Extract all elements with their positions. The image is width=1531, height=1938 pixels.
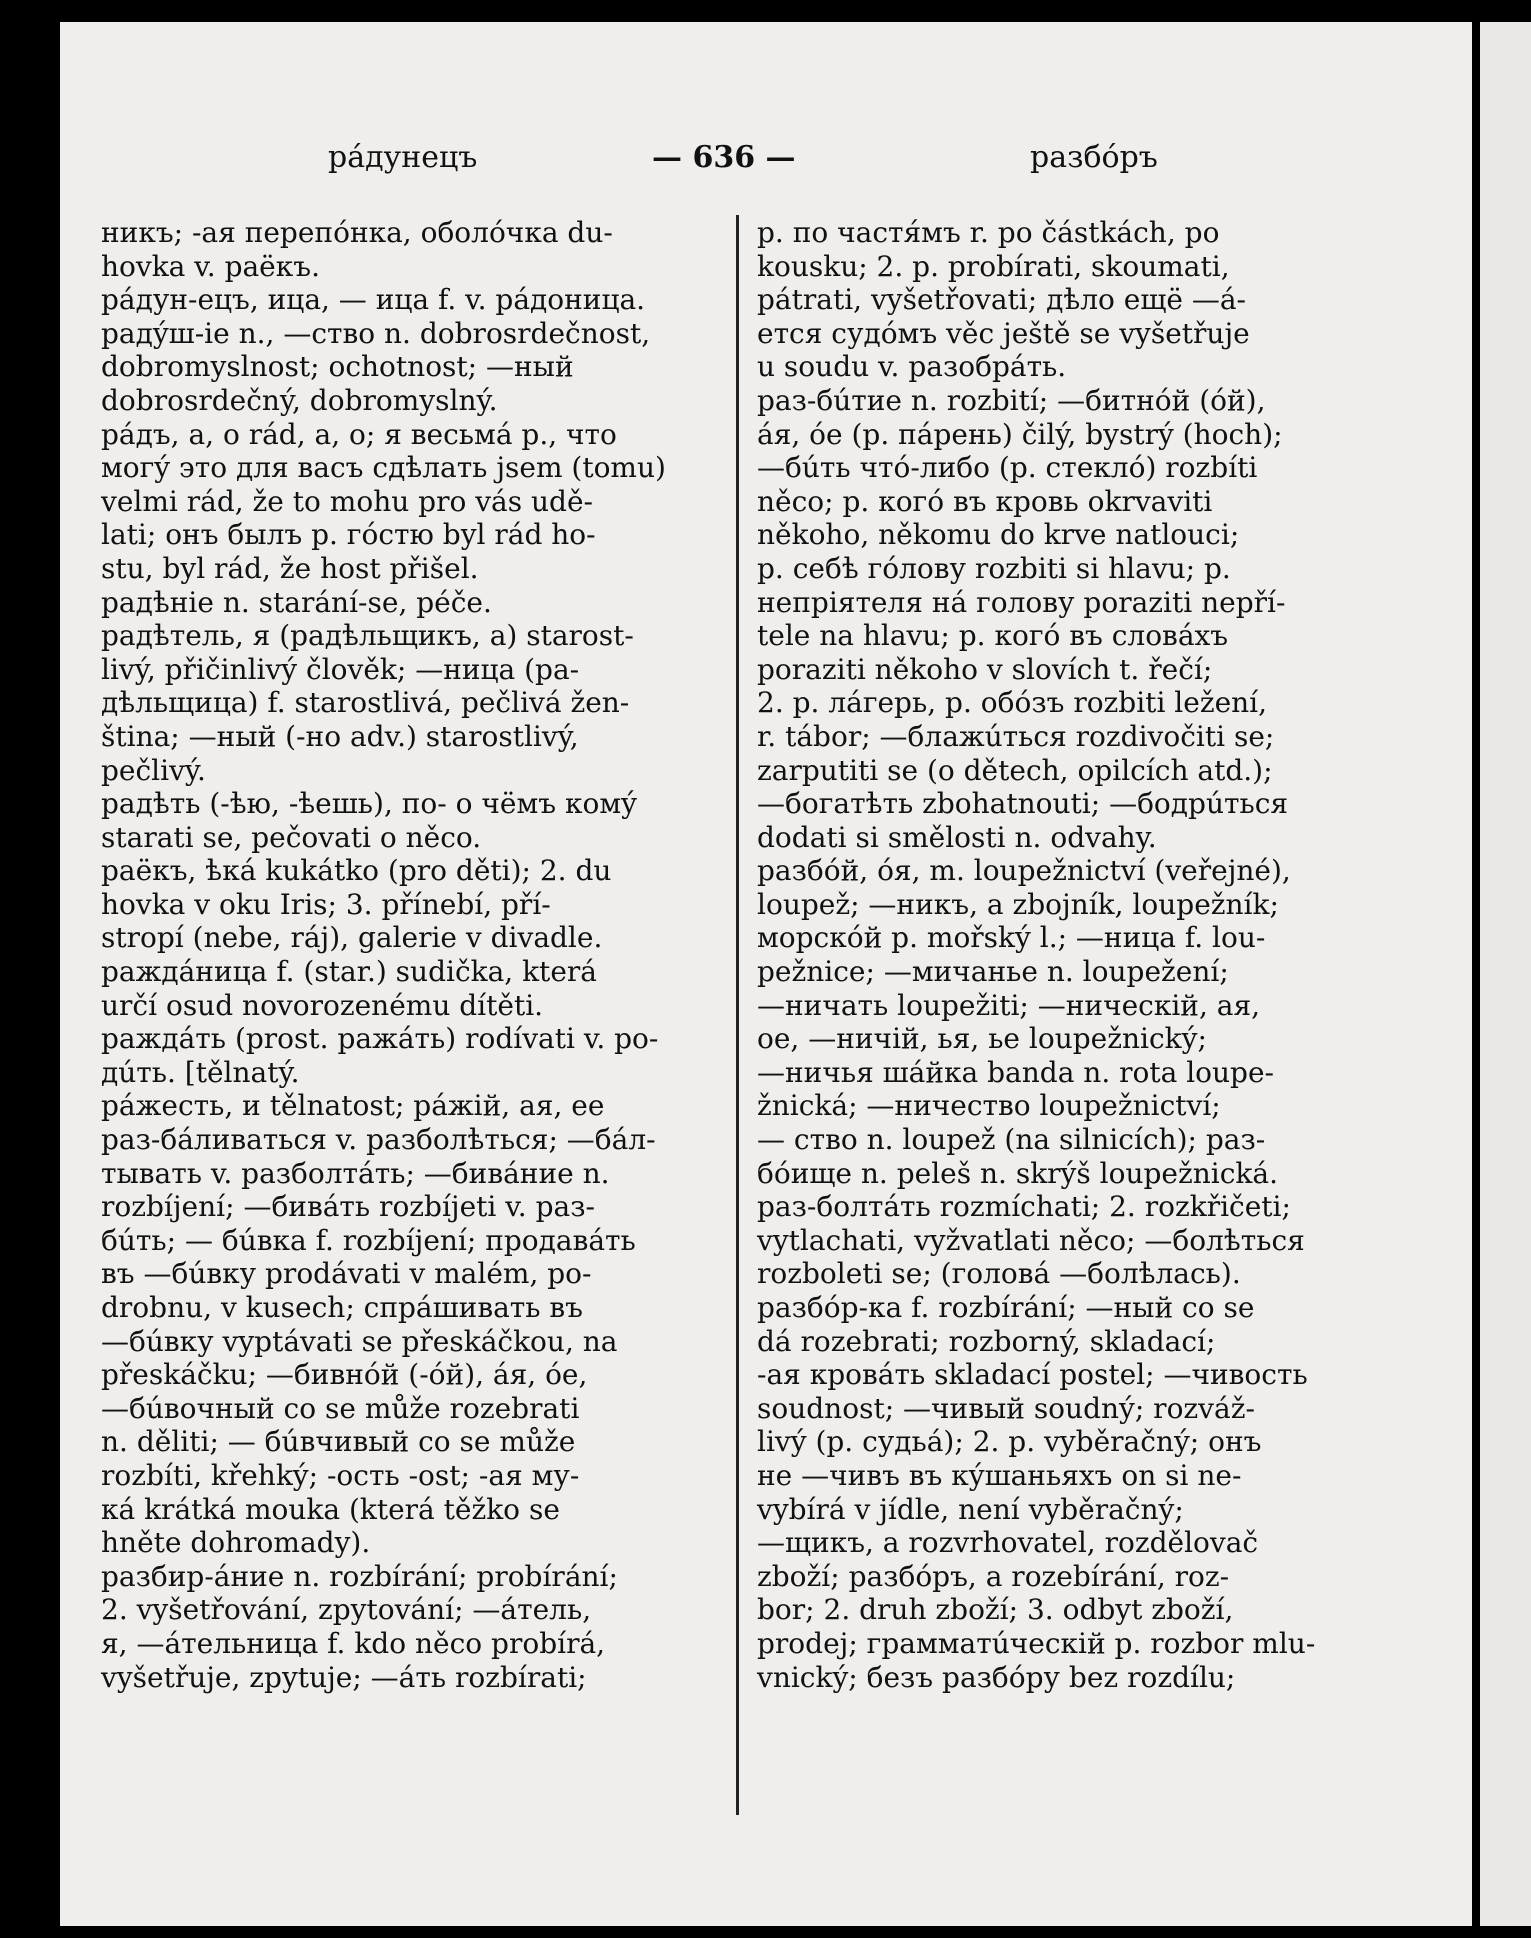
entry-line: раз-бúтие n. rozbití; —битнóй (óй), [757, 383, 1266, 417]
entry-line: u soudu v. разобрáть. [757, 350, 1067, 384]
entry-line: раёкъ, ѣкá kukátko (pro děti); 2. du [101, 854, 612, 888]
entry-line: bor; 2. druh zboží; 3. odbyt zboží, [757, 1593, 1234, 1627]
entry-line: раждáть (prost. ражáть) rodívati v. ро- [101, 1022, 659, 1056]
header-left-guide-word: рáдунецъ [328, 140, 478, 175]
entry-line: přeskáčku; —бивнóй (-óй), áя, óе, [101, 1358, 588, 1392]
entry-line: —бúть чтó-либо (р. стеклó) rozbíti [757, 451, 1258, 485]
entry-line: —бúвочный co se může rozebrati [101, 1391, 580, 1425]
column-divider [736, 215, 739, 1815]
entry-line: раз-болтáть rozmíchati; 2. rozkřičeti; [757, 1190, 1291, 1224]
entry-line: разбóр-ка f. rozbírání; —ный co se [757, 1291, 1255, 1324]
entry-line: дѣльщица) f. starostlivá, pečlivá žen- [101, 686, 630, 720]
entry-line: разбир-áние n. rozbírání; probírání; [101, 1559, 618, 1593]
entry-line: lati; онъ былъ р. гóстю byl rád ho- [101, 518, 596, 552]
entry-line: рáжесть, и tělnatost; рáжій, ая, ее [101, 1089, 605, 1123]
entry-line: —щикъ, a rozvrhovatel, rozdělovač [757, 1526, 1259, 1560]
entry-line: могý это для васъ сдѣлать jsem (tomu) [101, 451, 666, 485]
entry-line: рáдъ, а, о rád, a, o; я весьмá р., что [101, 417, 617, 451]
entry-line: бúть; — бúвка f. rozbíjení; продавáть [101, 1223, 636, 1257]
entry-line: prodej; грамматúческій р. rozbor mlu- [757, 1626, 1316, 1660]
left-column [101, 216, 701, 1694]
entry-line: радѣть (-ѣю, -ѣешь), по- о чёмъ комý [101, 787, 637, 821]
entry-line: dá rozebrati; rozborný, skladací; [757, 1324, 1216, 1358]
entry-line: — ство n. loupež (na silnicích); раз- [757, 1123, 1266, 1157]
entry-line: tele na hlavu; р. когó въ словáхъ [757, 619, 1229, 653]
adjacent-page-edge [1480, 22, 1531, 1926]
entry-line: никъ; -ая перепóнка, оболóчка du- [101, 216, 613, 249]
entry-line: rozboleti se; (головá —болѣлась). [757, 1257, 1241, 1291]
entry-line: něco; р. когó въ кровь okrvaviti [757, 484, 1213, 518]
entry-line: dobromyslnost; ochotnost; —ный [101, 350, 574, 384]
entry-line: dodati si smělosti n. odvahy. [757, 820, 1157, 854]
entry-line: drobnu, v kusech; спрáшивать въ [101, 1291, 583, 1324]
entry-line: —ничья шáйка banda n. rota loupe- [757, 1055, 1275, 1089]
entry-line: радýш-ie n., —ство n. dobrosrdečnost, [101, 316, 651, 350]
entry-line: áя, óе (р. пáрень) čilý, bystrý (hoch); [757, 417, 1283, 451]
entry-line: р. себѣ гóлову rozbiti si hlavu; р. [757, 551, 1231, 585]
entry-line: разбóй, óя, m. loupežnictví (veřejné), [757, 854, 1291, 888]
entry-line: kousku; 2. p. probírati, skoumati, [757, 249, 1230, 283]
entry-line: -ая кровáть skladací postel; —чивость [757, 1358, 1308, 1392]
entry-line: loupež; —никъ, a zbojník, loupežník; [757, 887, 1279, 921]
entry-line: pečlivý. [101, 753, 206, 787]
entry-line: бóище n. peleš n. skrýš loupežnická. [757, 1156, 1278, 1190]
entry-line: дúть. [tělnatý. [101, 1055, 300, 1089]
entry-line: dobrosrdečný, dobromyslný. [101, 383, 498, 417]
entry-line: радѣтель, я (радѣльщикъ, а) starost- [101, 619, 634, 653]
entry-line: zboží; разбóръ, a rozebírání, roz- [757, 1559, 1230, 1593]
entry-line: rozbíti, křehký; -ость -ost; -ая му- [101, 1458, 580, 1492]
header-right-guide-word: разбóръ [1030, 140, 1158, 175]
entry-line: pežnice; —мичанье n. loupežení; [757, 955, 1229, 989]
entry-line: starati se, pečovati o něco. [101, 820, 482, 854]
entry-line: někoho, někomu do krve natlouci; [757, 518, 1240, 552]
entry-line: stu, byl rád, že host přišel. [101, 551, 479, 585]
entry-line: vnický; безъ разбóру bez rozdílu; [757, 1660, 1236, 1694]
page-number: — 636 — [652, 140, 796, 175]
entry-line: 2. р. лáгерь, р. обóзъ rozbiti ležení, [757, 686, 1268, 720]
entry-line: hovka v oku Iris; 3. přínebí, pří- [101, 887, 551, 921]
entry-line: въ —бúвку prodávati v malém, po- [101, 1257, 592, 1291]
entry-line: livý, přičinlivý člověk; —ница (ра- [101, 652, 580, 686]
entry-line: stropí (nebe, ráj), galerie v divadle. [101, 921, 603, 955]
entry-line: vybírá v jídle, není vyběračný; [757, 1492, 1184, 1526]
entry-line: velmi rád, že to mohu pro vás udě- [101, 484, 593, 518]
entry-line: r. tábor; —блажúться rozdivočiti se; [757, 719, 1275, 753]
right-column [757, 216, 1352, 1694]
entry-line: раз-бáливаться v. разболѣться; —бáл- [101, 1123, 656, 1157]
running-header [60, 140, 1472, 180]
entry-line: poraziti někoho v slovích t. řečí; [757, 652, 1213, 686]
entry-line: р. по частя́мъ r. po částkách, po [757, 216, 1220, 249]
entry-line: n. děliti; — бúвчивый co se může [101, 1425, 576, 1459]
entry-line: určí osud novorozenému dítěti. [101, 988, 544, 1022]
entry-line: vyšetřuje, zpytuje; —áть rozbírati; [101, 1660, 587, 1694]
entry-line: soudnost; —чивый soudný; rozváž- [757, 1391, 1255, 1425]
entry-line: морскóй р. mořský l.; —ница f. lou- [757, 921, 1266, 955]
entry-line: рáдун-ецъ, ица, — ица f. v. рáдоница. [101, 283, 646, 317]
entry-line: zarputiti se (o dětech, opilcích atd.); [757, 753, 1273, 787]
entry-line: тывать v. разболтáть; —бивáние n. [101, 1156, 610, 1190]
entry-line: 2. vyšetřování, zpytování; —áтель, [101, 1593, 592, 1627]
entry-line: кá krátká mouka (která těžko se [101, 1492, 560, 1526]
entry-line: rozbíjení; —бивáть rozbíjeti v. раз- [101, 1190, 595, 1224]
entry-line: непріятеля нá голову poraziti nepří- [757, 585, 1286, 619]
entry-line: hovka v. раёкъ. [101, 249, 320, 283]
entry-line: раждáница f. (star.) sudička, která [101, 955, 597, 989]
entry-line: pátrati, vyšetřovati; дѣло ещё —á- [757, 283, 1246, 317]
entry-line: vytlachati, vyžvatlati něco; —болѣться [757, 1223, 1305, 1257]
entry-line: —богатѣть zbohatnouti; —бодрúться [757, 787, 1289, 821]
entry-line: ое, —ничій, ья, ье loupežnický; [757, 1022, 1207, 1056]
entry-line: —ничать loupežiti; —ническій, ая, [757, 988, 1261, 1022]
entry-line: не —чивъ въ кýшаньяхъ on si ne- [757, 1458, 1242, 1492]
entry-line: ется судóмъ věc ještě se vyšetřuje [757, 316, 1250, 350]
entry-line: радѣнie n. starání-se, péče. [101, 585, 492, 619]
entry-line: livý (р. судьá); 2. р. vyběračný; онъ [757, 1425, 1262, 1459]
entry-line: я, —áтельница f. kdo něco probírá, [101, 1626, 606, 1660]
entry-line: ština; —ный (-но adv.) starostlivý, [101, 719, 579, 753]
entry-line: —бúвку vyptávati se přeskáčkou, na [101, 1324, 618, 1358]
entry-line: žnická; —ничество loupežnictví; [757, 1089, 1221, 1123]
entry-line: hněte dohromady). [101, 1526, 371, 1560]
